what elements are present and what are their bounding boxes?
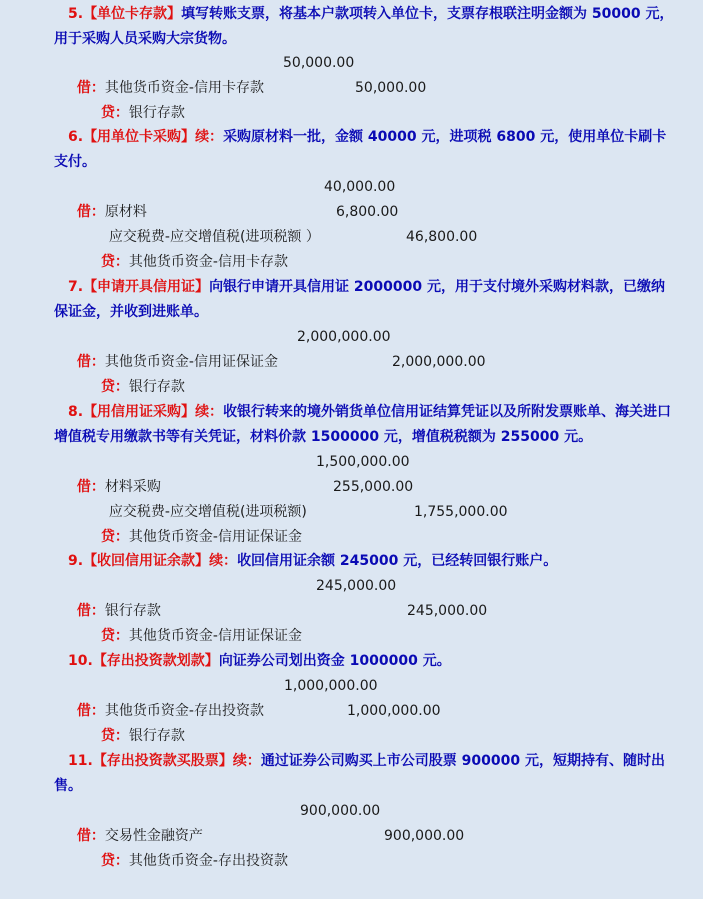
account-name: 材料采购	[104, 479, 161, 495]
debit-label: 借：	[76, 479, 105, 495]
amount: 2,000,000.00	[392, 354, 486, 370]
entry-description: 通过证券公司购买上市公司股票 900000 元，短期持有、随时出售。	[54, 753, 666, 794]
entry-title	[54, 275, 674, 325]
amount: 255,000.00	[333, 479, 414, 495]
entry-description: 收回信用证余额 245000 元，已经转回银行账户。	[237, 553, 558, 569]
entry-description: 收银行转来的境外销货单位信用证结算凭证以及所附发票账单、海关进口增值税专用缴款书等有关凭证，材料价款 1500000 元，增值税税额为 255000 元。	[54, 404, 672, 445]
account-name: 其他货币资金-信用卡存款	[104, 80, 264, 96]
account-name: 其他货币资金-存出投资款	[128, 853, 288, 869]
account-name: 交易性金融资产	[104, 828, 203, 844]
debit-line	[68, 574, 397, 619]
entry-title	[54, 749, 674, 799]
entry-description: 采购原材料一批，金额 40000 元，进项税 6800 元，使用单位卡刷卡支付。	[54, 129, 667, 170]
amount: 1,755,000.00	[414, 504, 508, 520]
entry-number: 5.	[68, 6, 84, 22]
credit-label: 贷：	[100, 628, 129, 644]
entry-number: 8.	[68, 404, 84, 420]
entry-description: 向银行申请开具信用证 2000000 元，用于支付境外采购材料款，已缴纳保证金，并收到进账单。	[54, 279, 665, 320]
credit-line	[92, 500, 508, 545]
account-name: 银行存款	[128, 379, 185, 395]
amount: 50,000.00	[355, 80, 427, 96]
debit-line	[68, 51, 355, 96]
credit-line	[92, 699, 441, 744]
credit-label: 贷：	[100, 728, 129, 744]
amount: 245,000.00	[316, 578, 397, 594]
amount: 900,000.00	[384, 828, 465, 844]
entry-description: 填写转账支票，将基本户款项转入单位卡，支票存根联注明金额为 50000 元，用于采购人员采购大宗货物。	[54, 6, 674, 47]
debit-label: 借：	[76, 204, 105, 220]
entry-number: 6.	[68, 129, 84, 145]
entry-tag: 【存出投资款买股票】	[92, 753, 233, 769]
debit-label: 借：	[76, 703, 105, 719]
credit-label: 贷：	[100, 254, 129, 270]
credit-label: 贷：	[100, 529, 129, 545]
account-name: 银行存款	[104, 603, 161, 619]
debit-line	[100, 200, 399, 245]
account-name: 其他货币资金-存出投资款	[104, 703, 264, 719]
credit-line	[92, 76, 427, 121]
entry-number: 9.	[68, 553, 84, 569]
debit-label: 借：	[76, 80, 105, 96]
entry-number: 11.	[68, 753, 93, 769]
entry-tag: 【单位卡存款】	[83, 6, 182, 22]
credit-line	[92, 599, 488, 644]
credit-label: 贷：	[100, 379, 129, 395]
entry-tag: 【用单位卡采购】	[83, 129, 196, 145]
credit-label: 贷：	[100, 105, 129, 121]
credit-line	[92, 824, 465, 869]
entry-tag: 【收回信用证余款】	[83, 553, 210, 569]
entry-number: 10.	[68, 653, 93, 669]
account-name: 应交税费-应交增值税(进项税额 ）	[108, 229, 320, 245]
debit-line	[68, 799, 381, 844]
account-name: 其他货币资金-信用证保证金	[104, 354, 278, 370]
entry-continue: 续：	[195, 129, 224, 145]
entry-continue: 续：	[195, 404, 224, 420]
entry-tag: 【存出投资款划款】	[92, 653, 219, 669]
amount: 1,000,000.00	[284, 678, 378, 694]
debit-line	[68, 325, 391, 370]
entry-title	[54, 649, 674, 674]
account-name: 其他货币资金-信用证保证金	[128, 529, 302, 545]
entry-number: 7.	[68, 279, 84, 295]
account-name: 银行存款	[128, 728, 185, 744]
amount: 900,000.00	[300, 803, 381, 819]
amount: 1,500,000.00	[316, 454, 410, 470]
account-name: 原材料	[104, 204, 147, 220]
debit-label: 借：	[76, 354, 105, 370]
entry-title	[54, 2, 674, 52]
amount: 1,000,000.00	[347, 703, 441, 719]
account-name: 应交税费-应交增值税(进项税额)	[108, 504, 307, 520]
entry-title	[54, 125, 674, 175]
debit-line	[68, 674, 378, 719]
debit-label: 借：	[76, 828, 105, 844]
entry-tag: 【申请开具信用证】	[83, 279, 210, 295]
account-name: 银行存款	[128, 105, 185, 121]
credit-label: 贷：	[100, 853, 129, 869]
entry-title	[54, 549, 674, 574]
account-name: 其他货币资金-信用卡存款	[128, 254, 288, 270]
entry-title	[54, 400, 674, 450]
debit-label: 借：	[76, 603, 105, 619]
account-name: 其他货币资金-信用证保证金	[128, 628, 302, 644]
amount: 46,800.00	[406, 229, 478, 245]
amount: 50,000.00	[283, 55, 355, 71]
credit-line	[92, 225, 478, 270]
amount: 2,000,000.00	[297, 329, 391, 345]
entry-continue: 续：	[232, 753, 261, 769]
entry-tag: 【用信用证采购】	[83, 404, 196, 420]
amount: 40,000.00	[324, 179, 396, 195]
debit-line	[100, 475, 414, 520]
amount: 6,800.00	[336, 204, 399, 220]
amount: 245,000.00	[407, 603, 488, 619]
entry-continue: 续：	[209, 553, 238, 569]
entry-description: 向证券公司划出资金 1000000 元。	[218, 653, 451, 669]
